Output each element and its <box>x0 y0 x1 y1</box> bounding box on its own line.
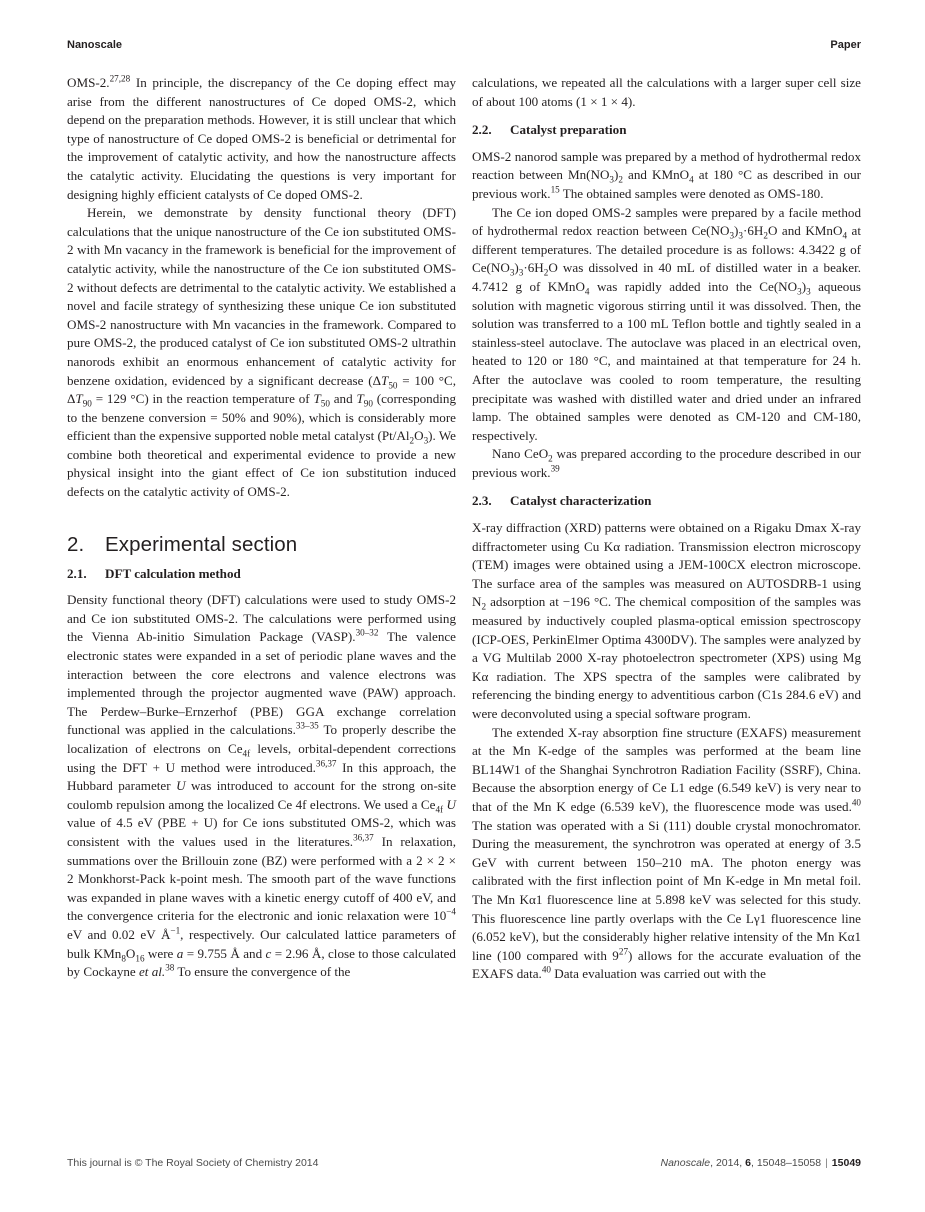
footer-copyright: This journal is © The Royal Society of Chemistry 2014 <box>67 1157 319 1169</box>
subsection-heading-catalyst-characterization: 2.3. Catalyst characterization <box>472 493 652 509</box>
citation-ref[interactable]: 27 <box>618 946 629 957</box>
paragraph-oms2-preparation: OMS-2 nanorod sample was prepared by a method of hydrothermal redox reaction between $Mn(NO_3)_2$ and KMnO$_4$ at 180 °C as described in our previous work.$^{15}$ The obtained samples were denoted as OMS-180. <box>472 148 861 201</box>
footer-separator: | <box>825 1157 828 1169</box>
citation-ref[interactable]: 33–35 <box>295 721 319 732</box>
citation-ref[interactable]: 27,28 <box>109 73 131 84</box>
paragraph-ce-doping: OMS-2.$^{27,28}$ In principle, the discrepancy of the Ce doping effect may arise from the different nanostructures of Ce doped OMS-2, which depend on the preparation methods. However, it is still unclear that which type of nanostructure of Ce doped OMS-2 is beneficial or detrimental for the improvement of catalytic activity, and how the nanostructure affects the catalytic activity. Elucidating the questions is very important for designing highly efficient catalysts of Ce doped OMS-2. <box>67 73 456 202</box>
citation-ref[interactable]: 36,37 <box>315 758 337 769</box>
footer-volume: 6 <box>745 1157 751 1169</box>
footer-citation: Nanoscale, 2014, 6, 15048–15058 | 15049 <box>660 1157 861 1169</box>
subsection-heading-catalyst-preparation: 2.2. Catalyst preparation <box>472 122 627 138</box>
running-header-type: Paper <box>830 39 861 51</box>
running-header-journal: Nanoscale <box>67 39 123 51</box>
paragraph-herein: Herein, we demonstrate by density functional theory (DFT) calculations that the unique nanostructure of the Ce ion substituted OMS-2 with Mn vacancy in the framework is beneficial for the improvement of catalytic activity, while the nanostructure of the Ce ion substituted OMS-2 without defects are detrimental to the catalytic activity. We established a novel and facile strategy of synthesizing these unique Ce ion substituted OMS-2 nanostructure with Mn vacancies in the framework. Compared to pure OMS-2, the produced catalyst of Ce ion substituted OMS-2 ultrathin nanorods exhibit an enormous enhancement of catalytic activity for benzene oxidation, evidenced by a significant decrease ($\Delta T_{50} = 100$ °C, $\Delta T_{90} = 129$ °C) in the reaction temperature of $T_{50}$ and $T_{90}$ (corresponding to the benzene conversion = 50% and 90%), which is considerably more efficient than the expensive supported noble metal catalyst $(Pt/Al_2O_3)$. We combine both theoretical and experimental evidence to provide a new physical insight into the giant effect of Ce ion substitution induced defects on the catalytic activity of OMS-2. <box>67 205 457 500</box>
citation-ref[interactable]: 39 <box>550 463 560 474</box>
citation-ref[interactable]: 38 <box>165 962 175 973</box>
paragraph-xrd: X-ray diffraction (XRD) patterns were obtained on a Rigaku Dmax X-ray diffractometer using Cu Kα radiation. Transmission electron microscopy (TEM) images were obtained using a JEM-100CX electron microscope. The surface area of the samples was measured on AUTOSDRB-1 using $N_2$ adsorption at −196 °C. The chemical composition of the samples was measured by inductively coupled plasma-optical emission spectroscopy (ICP-OES, PerkinElmer Optima 4300DV). The samples were analyzed by a VG Multilab 2000 X-ray photoelectron spectrometer (XPS) using Mg Kα radiation. The XPS spectra of the samples were calibrated by referencing the binding energy to adventitious carbon (C1s 284.6 eV) and were deconvoluted using a special software program. <box>472 520 861 721</box>
paragraph-ce-doped-preparation: The Ce ion doped OMS-2 samples were prepared by a facile method of hydrothermal redox reaction between $Ce(NO_3)_3\cdot 6H_2O$ and KMnO$_4$ at different temperatures. The detailed procedure is as follows: 4.3422 g of $Ce(NO_3)_3\cdot 6H_2O$ was dissolved in 40 mL of distilled water in a beaker. 4.7412 g of KMnO$_4$ was rapidly added into the $Ce(NO_3)_3$ aqueous solution with magnetic vigorous stirring until it was dissolved. Then, the solution was transferred to a 100 mL Teflon bottle and tightly sealed in a stainless-steel autoclave. The autoclave was placed in an electrical oven, heated to 120 or 180 °C, and maintained at that temperature for 24 h. After the autoclave was cooled to room temperature, the resulting precipitate was washed with distilled water and dried under an infrared lamp. The obtained samples were denoted as CM-120 and CM-180, respectively. <box>472 204 861 443</box>
paragraph-exafs: The extended X-ray absorption fine structure (EXAFS) measurement at the Mn K-edge of the samples was performed at the beam line BL14W1 of the Shanghai Synchrotron Radiation Facility (SSRF), China. Because the absorption energy of Ce L1 edge (6.549 keV) is very near to that of the Mn K edge (6.539 keV), the fluorescence mode was used.$^{40}$ The station was operated with a Si (111) double crystal monochromator. During the measurement, the synchrotron was operated at energy of 3.5 GeV with current between 150–210 mA. The photon energy was calibrated with the first inflection point of Mn K-edge in Mn metal foil. The Mn Kα1 fluorescence line at 5.898 keV was selected for this study. This fluorescence line partly overlaps with the Ce Lγ1 fluorescence line (6.052 keV), but the considerably higher relative intensity of the Mn Kα1 line (100 compared with $9^{27}$) allows for the accurate evaluation of the EXAFS data.$^{40}$ Data evaluation was carried out with the <box>472 724 861 982</box>
paragraph-nano-ceo2: Nano CeO$_2$ was prepared according to the procedure described in our previous work.$^{39}$ <box>472 446 861 480</box>
section-heading-experimental: 2. Experimental section <box>67 532 298 556</box>
footer-journal-name: Nanoscale <box>660 1157 711 1169</box>
subsection-heading-dft: 2.1. DFT calculation method <box>67 565 241 581</box>
paragraph-dft-method: Density functional theory (DFT) calculations were used to study OMS-2 and Ce ion substituted OMS-2. The calculations were performed using the Vienna Ab-initio Simulation Package (VASP).$^{30-32}$ The valence electronic states were expanded in a set of periodic plane waves and the interaction between the core electrons and valence electrons was implemented through the projector augmented wave (PAW) approach. The Perdew–Burke–Ernzerhof (PBE) GGA exchange correlation functional was applied in the calculations.$^{33-35}$ To properly describe the localization of electrons on $Ce_{4f}$ levels, orbital-dependent corrections using the DFT + U method were introduced.$^{36,37}$ In this approach, the Hubbard parameter U was introduced to account for the strong on-site coulomb repulsion among the localized Ce 4f electrons. We used a $Ce_{4f}$ U value of 4.5 eV (PBE + U) for Ce ions substituted OMS-2, which was consistent with the values used in the literatures.$^{36,37}$ In relaxation, summations over the Brillouin zone (BZ) were performed with a 2 × 2 × 2 Monkhorst-Pack k-point mesh. The smooth part of the wave functions was expanded in plane waves with a kinetic energy cutoff of 400 eV, and the convergence criteria for the electronic and ionic relaxation were $10^{-4}$ eV and 0.02 eV $Å^{-1}$, respectively. Our calculated lattice parameters of bulk $KMn_8O_{16}$ were a = 9.755 Å and c = 2.96 Å, close to those calculated by Cockayne et al.$^{38}$ To ensure the convergence of the <box>67 592 457 980</box>
left-column <box>67 74 456 982</box>
citation-ref[interactable]: 30–32 <box>355 628 379 639</box>
page-number: 15049 <box>831 1157 861 1169</box>
citation-ref[interactable]: 15 <box>550 184 560 195</box>
paragraph-dft-continued: calculations, we repeated all the calculations with a larger super cell size of about 100 atoms (1 × 1 × 4). <box>472 75 861 109</box>
right-column <box>472 74 861 984</box>
citation-ref[interactable]: 40 <box>851 797 861 808</box>
citation-ref[interactable]: 40 <box>541 964 551 975</box>
citation-ref[interactable]: 36,37 <box>353 832 374 843</box>
